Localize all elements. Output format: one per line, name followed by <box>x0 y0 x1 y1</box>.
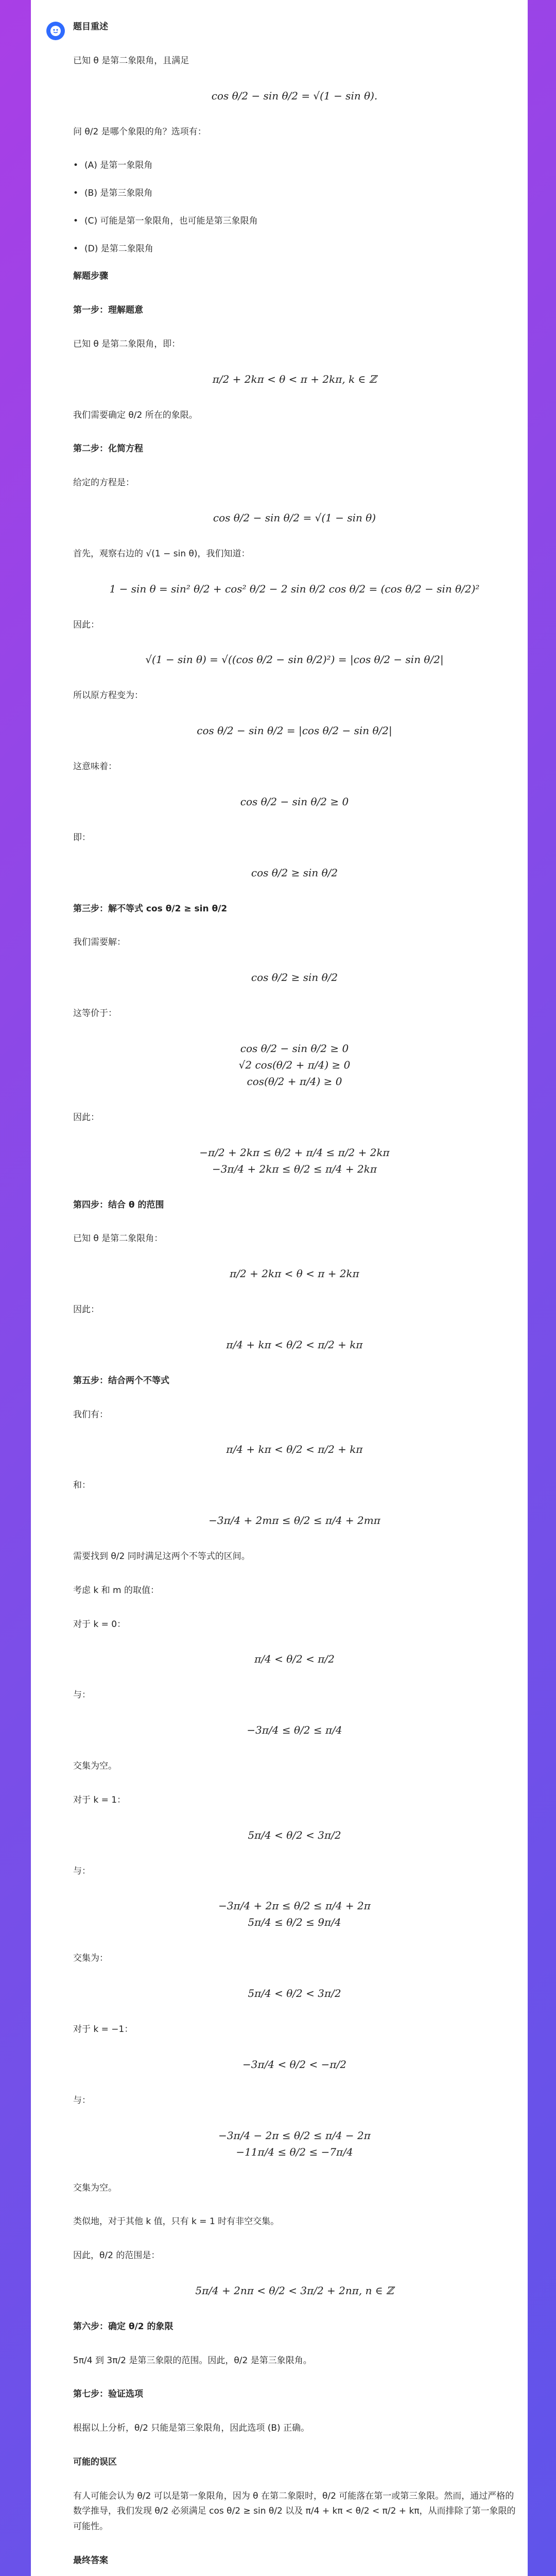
equation: 5π/4 < θ/2 < 3π/2 <box>248 1987 341 1999</box>
text: 对于 k = 1： <box>73 1794 126 1805</box>
equation: √(1 − sin θ) = √((cos θ/2 − sin θ/2)²) = |cos θ/2 − sin θ/2| <box>145 653 444 666</box>
text: 已知 θ 是第二象限角： <box>73 1233 163 1244</box>
text: 类似地，对于其他 k 值，只有 k = 1 时有非空交集。 <box>73 2216 280 2227</box>
equation: cos θ/2 − sin θ/2 = √(1 − sin θ). <box>211 89 378 102</box>
text: 因此，θ/2 的范围是： <box>73 2250 160 2261</box>
equation: −3π/4 + 2mπ ≤ θ/2 ≤ π/4 + 2mπ <box>208 1514 380 1527</box>
text: 所以原方程变为： <box>73 690 143 701</box>
text: 5π/4 到 3π/2 是第三象限的范围。因此，θ/2 是第三象限角。 <box>73 2355 312 2366</box>
step-title: 第六步：确定 θ/2 的象限 <box>73 2321 173 2332</box>
text: 考虑 k 和 m 的取值： <box>73 1585 160 1596</box>
step-title: 可能的误区 <box>73 2456 117 2467</box>
text: 因此： <box>73 1304 99 1315</box>
text: 与： <box>73 1690 91 1701</box>
text: 即： <box>73 832 91 843</box>
text: 我们需要解： <box>73 937 126 948</box>
assistant-avatar <box>46 22 65 40</box>
text: 问 θ/2 是哪个象限的角？选项有： <box>73 126 206 137</box>
option-item: • (A) 是第一象限角 <box>73 158 516 174</box>
text: 这意味着： <box>73 761 117 772</box>
bot-face-icon <box>50 25 61 37</box>
step-title: 最终答案 <box>73 2555 108 2566</box>
text: 有人可能会认为 θ/2 可以是第一象限角，因为 θ 在第二象限时，θ/2 可能落在第一或第三象限。然而，通过严格的数学推导，我们发现 θ/2 必须满足 cos θ/2 ≥ sin θ/2 以及 π/4 + kπ < θ/2 < π/2 + kπ，从而排除了第一象限的可能性。 <box>73 2490 516 2532</box>
equation: cos θ/2 − sin θ/2 = |cos θ/2 − sin θ/2| <box>197 724 392 737</box>
equation: −3π/4 ≤ θ/2 ≤ π/4 <box>247 1724 342 1736</box>
text: 因此： <box>73 1112 99 1123</box>
text: 首先，观察右边的 √(1 − sin θ)，我们知道： <box>73 548 250 559</box>
equation: −π/2 + 2kπ ≤ θ/2 + π/4 ≤ π/2 + 2kπ −3π/4 + 2kπ ≤ θ/2 ≤ π/4 + 2kπ <box>199 1146 390 1175</box>
equation: 5π/4 < θ/2 < 3π/2 <box>248 1828 341 1841</box>
equation: π/2 + 2kπ < θ < π + 2kπ, k ∈ ℤ <box>212 372 377 385</box>
heading-problem: 题目重述 <box>73 22 108 32</box>
text: 这等价于： <box>73 1008 117 1019</box>
equation: −3π/4 + 2π ≤ θ/2 ≤ π/4 + 2π 5π/4 ≤ θ/2 ≤ 9π/4 <box>218 1900 371 1929</box>
text: 与： <box>73 2095 91 2106</box>
text: 我们需要确定 θ/2 所在的象限。 <box>73 410 198 420</box>
step-title: 第四步：结合 θ 的范围 <box>73 1199 164 1210</box>
equation: π/4 + kπ < θ/2 < π/2 + kπ <box>226 1443 363 1456</box>
step-title: 第五步：结合两个不等式 <box>73 1375 169 1386</box>
text: 根据以上分析，θ/2 只能是第三象限角，因此选项 (B) 正确。 <box>73 2423 310 2433</box>
text: 对于 k = −1： <box>73 2024 133 2035</box>
equation: −3π/4 − 2π ≤ θ/2 ≤ π/4 − 2π −11π/4 ≤ θ/2 ≤ −7π/4 <box>218 2129 371 2158</box>
equation: cos θ/2 ≥ sin θ/2 <box>251 971 338 984</box>
equation: cos θ/2 ≥ sin θ/2 <box>251 866 338 879</box>
equation: −3π/4 < θ/2 < −π/2 <box>242 2058 346 2071</box>
text: 和： <box>73 1480 91 1491</box>
equation: π/4 + kπ < θ/2 < π/2 + kπ <box>226 1338 363 1351</box>
text: 已知 θ 是第二象限角，且满足 <box>73 55 189 66</box>
equation: π/4 < θ/2 < π/2 <box>254 1653 335 1666</box>
text: 交集为： <box>73 1953 108 1964</box>
step-title: 第三步：解不等式 cos θ/2 ≥ sin θ/2 <box>73 903 228 914</box>
equation: cos θ/2 − sin θ/2 ≥ 0 √2 cos(θ/2 + π/4) ≥ 0 cos(θ/2 + π/4) ≥ 0 <box>238 1042 351 1088</box>
chat-card <box>31 0 528 2576</box>
text: 与： <box>73 1866 91 1876</box>
text: 我们有： <box>73 1409 108 1420</box>
option-item: • (C) 可能是第一象限角，也可能是第三象限角 <box>73 214 516 229</box>
option-item: • (B) 是第三象限角 <box>73 186 516 201</box>
text: 需要找到 θ/2 同时满足这两个不等式的区间。 <box>73 1551 250 1562</box>
equation: cos θ/2 − sin θ/2 ≥ 0 <box>240 795 349 808</box>
text: 因此： <box>73 619 99 630</box>
step-title: 第二步：化简方程 <box>73 444 143 454</box>
equation: 5π/4 + 2nπ < θ/2 < 3π/2 + 2nπ, n ∈ ℤ <box>195 2284 394 2297</box>
step-title: 第一步：理解题意 <box>73 305 143 315</box>
equation: π/2 + 2kπ < θ < π + 2kπ <box>230 1267 359 1280</box>
step-title: 第七步：验证选项 <box>73 2389 143 2400</box>
equation: cos θ/2 − sin θ/2 = √(1 − sin θ) <box>213 511 376 524</box>
text: 交集为空。 <box>73 2182 117 2193</box>
message-content <box>73 20 516 2576</box>
equation: 1 − sin θ = sin² θ/2 + cos² θ/2 − 2 sin θ/2 cos θ/2 = (cos θ/2 − sin θ/2)² <box>109 582 480 595</box>
text: 对于 k = 0： <box>73 1619 126 1630</box>
text: 给定的方程是： <box>73 478 134 488</box>
option-item: • (D) 是第二象限角 <box>73 242 516 257</box>
text: 交集为空。 <box>73 1761 117 1771</box>
heading-steps: 解题步骤 <box>73 271 108 282</box>
text: 已知 θ 是第二象限角，即： <box>73 338 181 349</box>
